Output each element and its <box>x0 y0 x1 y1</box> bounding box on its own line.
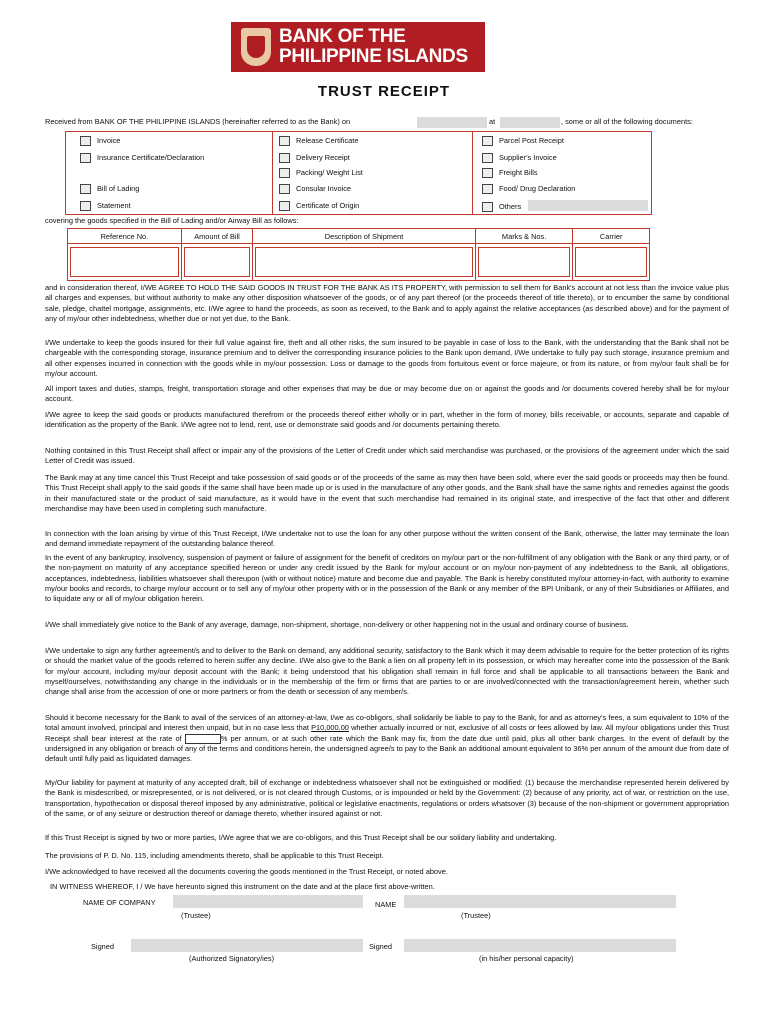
checkbox-icon[interactable] <box>482 202 493 212</box>
interest-rate-field[interactable] <box>185 734 221 744</box>
signature-field-2[interactable] <box>404 939 676 952</box>
bank-logo <box>231 22 485 72</box>
checkbox-icon[interactable] <box>279 184 290 194</box>
name-label: NAME <box>375 900 397 909</box>
name-field[interactable] <box>404 895 676 908</box>
documents-label: , some or all of the following documents: <box>561 117 693 126</box>
paragraph-insurance: I/We undertake to keep the goods insured for their full value against fire, theft and all other risks, the sum insured to be payable in case of loss to the Bank, with the understanding that the Bank shall not be chargeable with the corresponding storage, insurance premium and to deliver the corresponding insurance policies to the Bank upon demand, I/We undertake to fully pay such storage, insurance premium and all other expenses incurred in connection with the goods while in my/our possession. Loss or damage to the goods from fortuitous event or force majeure, or from its nature, or from my/our fault shall be for my/our account. <box>45 338 729 378</box>
others-field[interactable] <box>528 200 648 211</box>
signed-label-1: Signed <box>91 942 115 951</box>
covering-text: covering the goods specified in the Bill of Lading and/or Airway Bill as follows: <box>45 216 299 225</box>
paragraph-agreements: I/We undertake to sign any further agreement/s and to deliver to the Bank on demand, any additional security, satisfactory to the Bank which it may deem advisable to require for the better protection of its rights or should the market value of the goods referred to herein suffer any decline. I/We also give to the Bank a lien on all property left in its possession, or which may hereafter come into the possession of the Bank for my/our account, including my/our deposit account with the Bank; it being understood that his obligation shall remain in full force and shall be applicable to all transactions between the Bank and myself/ourselves, notwithstanding any change in the individuals or in the membership of the firm or firms that are parties to or are involved/connected with the transaction/agreement herein, whether such change shall arise from the accession of one or more partners or from the death or secession of any member/s. <box>45 646 729 697</box>
doc-consular-invoice[interactable]: Consular Invoice <box>279 184 351 194</box>
checkbox-icon[interactable] <box>279 201 290 211</box>
trustee-label-2: (Trustee) <box>461 911 491 920</box>
checkbox-icon[interactable] <box>279 168 290 178</box>
header-marks-nos: Marks & Nos. <box>475 229 573 244</box>
checkbox-icon[interactable] <box>482 184 493 194</box>
bank-name: BANK OF THE PHILIPPINE ISLANDS <box>279 26 468 67</box>
header-amount-of-bill: Amount of Bill <box>181 229 252 244</box>
doc-others[interactable]: Others <box>482 202 521 212</box>
checkbox-icon[interactable] <box>482 153 493 163</box>
header-carrier: Carrier <box>573 229 650 244</box>
paragraph-acknowledged: I/We acknowledged to have received all the documents covering the goods mentioned in the Trust Receipt, or noted above. <box>45 867 448 876</box>
checkbox-icon[interactable] <box>80 201 91 211</box>
checkbox-icon[interactable] <box>482 136 493 146</box>
shipment-table <box>67 228 650 281</box>
paragraph-pd115: The provisions of P. D. No. 115, including amendments thereto, shall be applicable to this Trust Receipt. <box>45 851 384 860</box>
cell-amount-of-bill[interactable] <box>181 244 252 281</box>
checkbox-icon[interactable] <box>80 153 91 163</box>
cell-description[interactable] <box>253 244 476 281</box>
signature-field-1[interactable] <box>131 939 363 952</box>
cell-marks-nos[interactable] <box>475 244 573 281</box>
cell-carrier[interactable] <box>573 244 650 281</box>
paragraph-attorney: Should it become necessary for the Bank to avail of the services of an attorney-at-law, I/we as co-obligors, shall solidarily be liable to pay to the Bank, for and as attorney's fees, a sum equivalent to 10% of the total amount involved, principal and interest then unpaid, but in no case less that P10,000.00 whether actually incurred or not, exclusive of all costs or fees allowed by law. All my/our obligations under this Trust Receipt shall bear interest at the rate of % per annum, or at such other rate which the Bank may fix, from the date due until paid, plus all other bank charges. In the event of default by the undersigned in any obligation or breach of any of the terms and conditions herein, the undersigned agree/s to pay to the Bank an additional amount equivalent to 36% per annum of the amount due from date of default until fully paid as liquidated damages. <box>45 713 729 764</box>
doc-freight-bills[interactable]: Freight Bills <box>482 168 538 178</box>
doc-invoice[interactable]: Invoice <box>80 136 120 146</box>
paragraph-cancel: The Bank may at any time cancel this Trust Receipt and take possession of said goods or of the proceeds of the same as may then have been sold, where ever the said goods or proceeds may then be found. This Trust Receipt shall apply to the said goods if the same shall have been made up or is used in the manufacture of any other goods, and the Bank shall have the same rights and remedies against the goods in their manufactured state or the product of said manufacture, as it would have in the event that such merchandise had remained in its original state, and irrespective of the fact that other and different merchandise may have been used in completing such manufacture. <box>45 473 729 513</box>
doc-packing-list[interactable]: Packing/ Weight List <box>279 168 363 178</box>
header-reference-no: Reference No. <box>68 229 182 244</box>
paragraph-notice: I/We shall immediately give notice to the Bank of any average, damage, non-shipment, shortage, non-delivery or other happening not in the usual and ordinary course of business. <box>45 620 629 629</box>
doc-release-certificate[interactable]: Release Certificate <box>279 136 358 146</box>
checkbox-icon[interactable] <box>80 136 91 146</box>
date-field[interactable] <box>417 117 487 128</box>
paragraph-taxes: All import taxes and duties, stamps, freight, transportation storage and other expenses that may be due or may become due on or against the goods and /or documents covered hereby shall be for my/our account. <box>45 384 729 404</box>
cell-reference-no[interactable] <box>68 244 182 281</box>
authorized-signatory-label: (Authorized Signatory/ies) <box>189 954 275 963</box>
paragraph-witness: IN WITNESS WHEREOF, I / We have hereunto signed this instrument on the date and at the place first above-written. <box>50 882 435 891</box>
at-label: at <box>489 117 496 126</box>
doc-insurance[interactable]: Insurance Certificate/Declaration <box>80 153 204 163</box>
trustee-label-1: (Trustee) <box>181 911 211 920</box>
checkbox-icon[interactable] <box>279 153 290 163</box>
min-fee-amount: P10,000.00 <box>311 723 349 733</box>
doc-food-drug[interactable]: Food/ Drug Declaration <box>482 184 575 194</box>
checkbox-icon[interactable] <box>80 184 91 194</box>
doc-statement[interactable]: Statement <box>80 201 131 211</box>
intro-received-from: Received from BANK OF THE PHILIPPINE ISLANDS (hereinafter referred to as the Bank) on <box>45 117 351 126</box>
doc-delivery-receipt[interactable]: Delivery Receipt <box>279 153 350 163</box>
checkbox-icon[interactable] <box>482 168 493 178</box>
paragraph-co-obligors: If this Trust Receipt is signed by two or more parties, I/We agree that we are co-obligors, and this Trust Receipt shall be our solidary liability and undertaking. <box>45 833 557 842</box>
doc-supplier-invoice[interactable]: Supplier's Invoice <box>482 153 557 163</box>
doc-bill-of-lading[interactable]: Bill of Lading <box>80 184 139 194</box>
bank-seal-icon <box>241 28 271 66</box>
documents-checklist <box>65 131 652 215</box>
paragraph-liability: My/Our liability for payment at maturity of any accepted draft, bill of exchange or indebtedness whatsoever shall not be extinguished or modified: (1) because the merchandise represented herein delivered by the Bank is misdescribed, or misrepresented, or is not delivered, or is not cleared through Customs, or is impounded or held by the Government: (2) because of any priority, act of war, or restriction on the use, transportation, hypothecation or disposal thereof imposed by any administrative, political or legislative enactments, regulations or orders whatsover (3) because of the non-shipment or government appropriation of the same, or of any seizure or destruction thereof or damage thereto, whether insured against or not. <box>45 778 729 818</box>
doc-parcel-post[interactable]: Parcel Post Receipt <box>482 136 564 146</box>
paragraph-letter-of-credit: Nothing contained in this Trust Receipt shall affect or impair any of the provisions of the Letter of Credit under which said merchandise was purchased, or the provisions of the agreement under which the said Letter of Credit was issued. <box>45 446 729 466</box>
signed-label-2: Signed <box>369 942 393 951</box>
paragraph-bankruptcy: In the event of any bankruptcy, insolvency, suspension of payment or failure of assignment for the benefit of creditors on my/our part or the non-fulfillment of any obligation with the Bank or any third party, or of the non-payment on maturity of any acceptance specified hereon or under any credit issued by the Bank for my/our account or on my/our non-payment of any indebtedness to the Bank, all obligations, acceptances, indebtedness, liabilities whatsoever shall thereupon (with or without notice) mature and become due and payable. The Bank is hereby constituted my/our attorney-in-fact, with authority to examine my/our books and records, to charge my/our account or to sell any of my/our other property with or in the possession of the Bank or any member of the BPI Unibank, or any of their Subsidiaries or Affiliates, and to liquidate any or all of my/our obligation herein. <box>45 553 729 604</box>
personal-capacity-label: (in his/her personal capacity) <box>479 954 574 963</box>
document-title: TRUST RECEIPT <box>317 83 451 100</box>
doc-certificate-origin[interactable]: Certificate of Origin <box>279 201 359 211</box>
paragraph-separate: I/We agree to keep the said goods or products manufactured therefrom or the proceeds thereof either wholly or in part, whether in the form of money, bills receivable, or accounts, separate and capable of identification as the property of the Bank. I/We agree not to lend, rent, use or demonstrate said goods and /or documents pertaining thereto. <box>45 410 729 430</box>
company-name-field[interactable] <box>173 895 363 908</box>
name-of-company-label: NAME OF COMPANY <box>83 898 156 907</box>
header-description: Description of Shipment <box>253 229 476 244</box>
paragraph-loan: In connection with the loan arising by virtue of this Trust Receipt, I/We undertake not to use the loan for any other purpose without the written consent of the Bank, otherwise, the latter may terminate the loan and demand immediate repayment of the outstanding balance thereof. <box>45 529 729 549</box>
paragraph-trust: and in consideration thereof, I/WE AGREE TO HOLD THE SAID GOODS IN TRUST FOR THE BANK AS ITS PROPERTY, with permission to sell them for Bank's account at not less than the invoice value plus all charges and expenses, but without authority to make any other disposition whatsoever of the goods, or of any part thereof (or the proceeds thereof of title thereto), or to encumber the same by conditional sale, pledge, chattel mortgage, assignments, etc. I/We agree to hand the proceeds, as soon as received, to the Bank and to apply against the relative acceptances (as described above) and for the payment of any of my/our other indebtedness, whether due or not yet due, to the Bank. <box>45 283 729 323</box>
place-field[interactable] <box>500 117 560 128</box>
checkbox-icon[interactable] <box>279 136 290 146</box>
